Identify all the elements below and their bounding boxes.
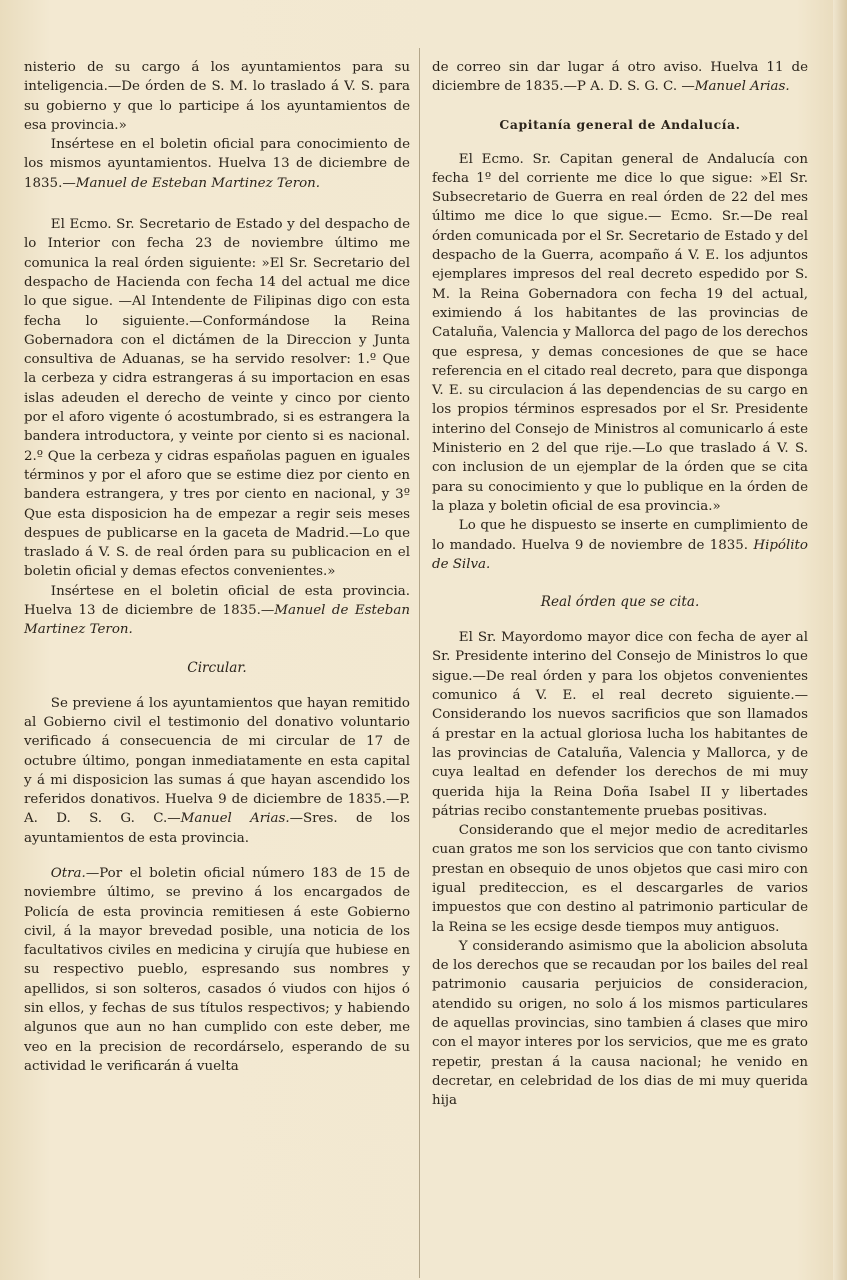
paragraph-text: Insértese en el boletin oficial de esta provincia. Huelva 13 de diciembre de 1835.— <box>24 583 410 619</box>
paragraph-text: Lo que he dispuesto se inserte en cumplimiento de lo mandado. Huelva 9 de noviembre de 1835. <box>432 518 808 553</box>
paragraph-continuation: nisterio de su cargo á los ayuntamientos para su inteligencia.—De órden de S. M. lo traslado á V. S. para su gobierno y que lo participe á los ayuntamientos de esa provincia.» <box>24 60 410 133</box>
page-edge <box>833 0 847 1280</box>
paragraph-text: Se previene á los ayuntamientos que hayan remitido al Gobierno civil el testimonio del donativo voluntario verificado á consecuencia de mi circular de 17 de octubre último, pongan inmediatamente en esta capital y á mi disposicion las sumas á que hayan ascendido los referidos donativos. Huelva 9 de diciembre de 1835.—P. A. D. S. G. C.— <box>24 695 410 827</box>
signature-teron: Manuel de Esteban Martinez Teron. <box>24 603 410 638</box>
paragraph-text: Insértese en el boletin oficial para conocimiento de los mismos ayuntamientos. Huelva 13 de diciembre de 1835.— <box>24 137 410 191</box>
paragraph-insertese-1 <box>24 135 410 193</box>
paragraph-text: de correo sin dar lugar á otro aviso. Huelva 11 de diciembre de 1835.—P A. D. S. G. C. — <box>432 60 808 95</box>
signature-arias: Manuel Arias. <box>694 79 790 95</box>
paragraph-otra <box>24 864 410 1076</box>
paragraph-considerando-asimismo: Y considerando asimismo que la abolicion absoluta de los derechos que se recaudan por los bailes del real patrimonio causaria perjuicios de consideracion, atendido su origen, no solo á los mismos particulares de aquellas provincias, sino tambien á clases que miro con el mayor interes por los servicios, que me es grato repetir, prestan á la causa nacional; he venido en decretar, en celebridad de los dias de mi muy querida hija <box>432 938 808 1109</box>
paragraph-text: —Sres. de los ayuntamientos de esta provincia. <box>24 811 410 846</box>
signature-silva: Hipólito de Silva. <box>432 537 808 572</box>
signature-teron: Manuel de Esteban Martinez Teron. <box>75 175 321 191</box>
paragraph-continuation <box>432 58 808 97</box>
left-column <box>24 58 410 1076</box>
heading-circular: Circular. <box>187 659 247 676</box>
paragraph-capitan-general: El Ecmo. Sr. Capitan general de Andalucía con fecha 1º del corriente me dice lo que sigue: »El Sr. Subsecretario de Guerra en real órden de 22 del mes último me dice lo que sigue.— Ecmo. Sr.—De real órden comunicada por el Sr. Secretario de Estado y del despacho de la Guerra, acompaño á V. E. los adjuntos ejemplares impresos del real decreto espedido por S. M. la Reina Gobernadora con fecha 19 del actual, eximiendo á los habitantes de las provincias de Cataluña, Valencia y Mallorca del pago de los derechos que espresa, y demas concesiones de que se hace referencia en el citado real decreto, para que disponga V. E. su circulacion á las dependencias de su cargo en los propios términos espresados por el Sr. Presidente interino del Consejo de Ministros al comunicarlo á este Ministerio en 2 del que rije.—Lo que traslado á V. S. con inclusion de un ejemplar de la órden que se cita para su conocimiento y que lo publique en la órden de la plaza y boletin oficial de esa provincia.» <box>432 151 808 514</box>
paragraph-dispuesto <box>432 516 808 574</box>
signature-arias: Manuel Arias. <box>180 811 290 827</box>
paragraph-insertese-2 <box>24 582 410 640</box>
paragraph-real-orden-interior: El Ecmo. Sr. Secretario de Estado y del despacho de lo Interior con fecha 23 de noviembre último me comunica la real órden siguiente: »El Sr. Secretario del despacho de Hacienda con fecha 14 del actual me dice lo que sigue. —Al Intendente de Filipinas digo con esta fecha lo siguiente.—Conformándose la Reina Gobernadora con el dictámen de la Direccion y Junta consultiva de Aduanas, se ha servido resolver: 1.º Que la cerbeza y cidra estrangeras á su importacion en esas islas adeuden el derecho de veinte y cinco por ciento por el aforo vigente ó acostumbrado, si es estrangera la bandera introductora, y veinte por ciento si es nacional. 2.º Que la cerbeza y cidras españolas paguen en iguales términos y por el aforo que se estime diez por ciento en bandera estrangera, y tres por ciento en nacional, y 3º Que esta disposicion ha de empezar a regir seis meses despues de publicarse en la gaceta de Madrid.—Lo que traslado á V. S. de real órden para su publicacion en el boletin oficial y demas efectos convenientes.» <box>24 217 410 580</box>
heading-capitania-general: Capitanía general de Andalucía. <box>499 116 741 132</box>
heading-real-orden: Real órden que se cita. <box>540 594 700 611</box>
column-divider <box>419 48 420 1278</box>
right-column <box>432 58 808 1111</box>
paragraph-mayordomo: El Sr. Mayordomo mayor dice con fecha de ayer al Sr. Presidente interino del Consejo de Ministros lo que sigue.—De real órden y para los objetos convenientes comunico á V. E. el real decreto siguiente.—Considerando los nuevos sacrificios que son llamados á prestar en la actual gloriosa lucha los habitantes de las provincias de Cataluña, Valencia y Mallorca, y de cuya lealtad en defender los derechos de mi muy querida hija la Reina Doña Isabel II y libertades pátrias recibo constantemente pruebas positivas. <box>432 630 808 819</box>
paragraph-considerando: Considerando que el mejor medio de acreditarles cuan gratos me son los servicios que con tanto civismo prestan en obsequio de unos objetos que casi miro con igual prediteccion, es el descargarles de varios impuestos que con destino al patrimonio particular de la Reina se les ecsige desde tiempos muy antiguos. <box>432 823 808 935</box>
paragraph-circular <box>24 694 410 848</box>
paragraph-text: —Por el boletin oficial número 183 de 15 de noviembre último, se previno á los encargados de Policía de esta provincia remitiesen á este Gobierno civil, á la mayor brevedad posible, una noticia de los facultativos civiles en medicina y cirujía que hubiese en su respectivo pueblo, espresando sus nombres y apellidos, si son solteros, casados ó viudos con hijos ó sin ellos, y fechas de sus títulos respectivos; y habiendo algunos que aun no han cumplido con este deber, me veo en la precision de recordárselo, esperando de su actividad le verificarán á vuelta <box>24 865 410 1074</box>
paragraph-label-otra: Otra. <box>50 865 86 881</box>
